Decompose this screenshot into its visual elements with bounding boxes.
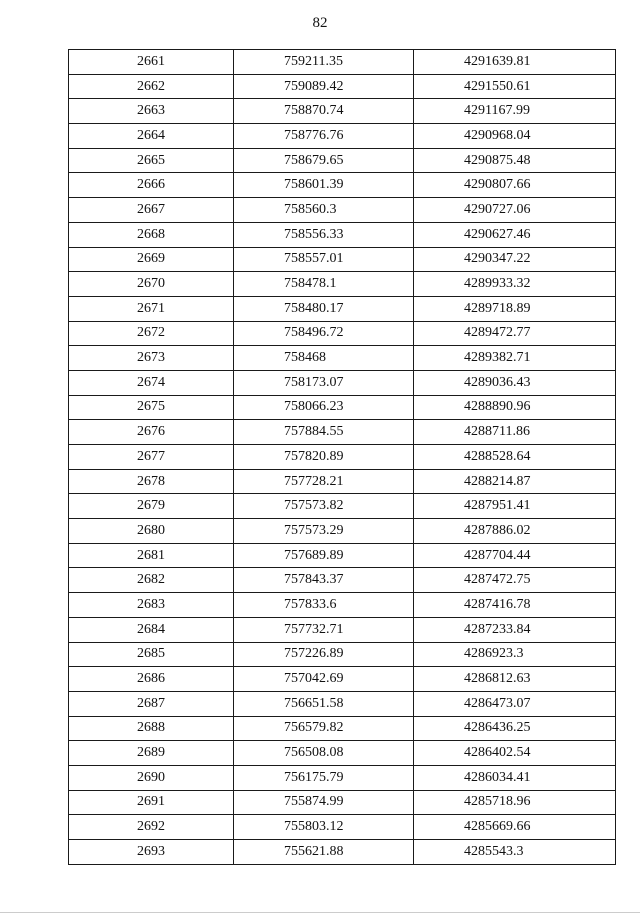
- table-row: [69, 790, 616, 815]
- y-coordinate-cell: 4288890.96: [414, 395, 616, 420]
- point-number-cell: 2666: [69, 173, 234, 198]
- point-number-cell: 2693: [69, 840, 234, 865]
- y-coordinate-cell: 4290627.46: [414, 222, 616, 247]
- x-coordinate-cell: 757820.89: [234, 445, 414, 470]
- table-row: [69, 617, 616, 642]
- x-coordinate-cell: 757884.55: [234, 420, 414, 445]
- y-coordinate-cell: 4289472.77: [414, 321, 616, 346]
- y-coordinate-cell: 4290968.04: [414, 124, 616, 149]
- y-coordinate-cell: 4291167.99: [414, 99, 616, 124]
- table-row: [69, 173, 616, 198]
- y-coordinate-cell: 4286923.3: [414, 642, 616, 667]
- x-coordinate-cell: 758066.23: [234, 395, 414, 420]
- point-number-cell: 2673: [69, 346, 234, 371]
- x-coordinate-cell: 757226.89: [234, 642, 414, 667]
- table-body: [69, 50, 616, 865]
- point-number-cell: 2661: [69, 50, 234, 75]
- y-coordinate-cell: 4286402.54: [414, 741, 616, 766]
- point-number-cell: 2663: [69, 99, 234, 124]
- table-row: [69, 765, 616, 790]
- point-number-cell: 2682: [69, 568, 234, 593]
- x-coordinate-cell: 758478.1: [234, 272, 414, 297]
- point-number-cell: 2675: [69, 395, 234, 420]
- x-coordinate-cell: 758173.07: [234, 370, 414, 395]
- y-coordinate-cell: 4287233.84: [414, 617, 616, 642]
- table-row: [69, 321, 616, 346]
- x-coordinate-cell: 756508.08: [234, 741, 414, 766]
- x-coordinate-cell: 757573.82: [234, 494, 414, 519]
- table-row: [69, 568, 616, 593]
- y-coordinate-cell: 4287951.41: [414, 494, 616, 519]
- point-number-cell: 2690: [69, 765, 234, 790]
- y-coordinate-cell: 4286436.25: [414, 716, 616, 741]
- point-number-cell: 2688: [69, 716, 234, 741]
- table-row: [69, 815, 616, 840]
- table-row: [69, 519, 616, 544]
- y-coordinate-cell: 4287704.44: [414, 543, 616, 568]
- y-coordinate-cell: 4289382.71: [414, 346, 616, 371]
- point-number-cell: 2692: [69, 815, 234, 840]
- x-coordinate-cell: 758556.33: [234, 222, 414, 247]
- point-number-cell: 2684: [69, 617, 234, 642]
- table-row: [69, 370, 616, 395]
- table-row: [69, 543, 616, 568]
- y-coordinate-cell: 4286473.07: [414, 691, 616, 716]
- y-coordinate-cell: 4286812.63: [414, 667, 616, 692]
- table-row: [69, 642, 616, 667]
- point-number-cell: 2665: [69, 148, 234, 173]
- x-coordinate-cell: 756579.82: [234, 716, 414, 741]
- page-number: 82: [312, 15, 328, 31]
- x-coordinate-cell: 755874.99: [234, 790, 414, 815]
- x-coordinate-cell: 758679.65: [234, 148, 414, 173]
- table-row: [69, 272, 616, 297]
- point-number-cell: 2689: [69, 741, 234, 766]
- x-coordinate-cell: 758557.01: [234, 247, 414, 272]
- point-number-cell: 2691: [69, 790, 234, 815]
- y-coordinate-cell: 4286034.41: [414, 765, 616, 790]
- x-coordinate-cell: 757573.29: [234, 519, 414, 544]
- table-row: [69, 198, 616, 223]
- point-number-cell: 2680: [69, 519, 234, 544]
- table-row: [69, 840, 616, 865]
- point-number-cell: 2671: [69, 296, 234, 321]
- y-coordinate-cell: 4287416.78: [414, 593, 616, 618]
- table-row: [69, 494, 616, 519]
- y-coordinate-cell: 4288711.86: [414, 420, 616, 445]
- x-coordinate-cell: 757732.71: [234, 617, 414, 642]
- x-coordinate-cell: 757042.69: [234, 667, 414, 692]
- table-row: [69, 74, 616, 99]
- point-number-cell: 2669: [69, 247, 234, 272]
- y-coordinate-cell: 4285669.66: [414, 815, 616, 840]
- table-row: [69, 691, 616, 716]
- x-coordinate-cell: 757728.21: [234, 469, 414, 494]
- point-number-cell: 2662: [69, 74, 234, 99]
- point-number-cell: 2683: [69, 593, 234, 618]
- y-coordinate-cell: 4289036.43: [414, 370, 616, 395]
- point-number-cell: 2677: [69, 445, 234, 470]
- x-coordinate-cell: 755621.88: [234, 840, 414, 865]
- x-coordinate-cell: 757689.89: [234, 543, 414, 568]
- table-row: [69, 50, 616, 75]
- table-row: [69, 593, 616, 618]
- point-number-cell: 2667: [69, 198, 234, 223]
- point-number-cell: 2678: [69, 469, 234, 494]
- table-row: [69, 469, 616, 494]
- table-row: [69, 99, 616, 124]
- x-coordinate-cell: 758776.76: [234, 124, 414, 149]
- y-coordinate-cell: 4287886.02: [414, 519, 616, 544]
- table-row: [69, 445, 616, 470]
- x-coordinate-cell: 758601.39: [234, 173, 414, 198]
- point-number-cell: 2686: [69, 667, 234, 692]
- y-coordinate-cell: 4288214.87: [414, 469, 616, 494]
- table-row: [69, 346, 616, 371]
- table-row: [69, 222, 616, 247]
- x-coordinate-cell: 757843.37: [234, 568, 414, 593]
- y-coordinate-cell: 4290727.06: [414, 198, 616, 223]
- y-coordinate-cell: 4289718.89: [414, 296, 616, 321]
- x-coordinate-cell: 756651.58: [234, 691, 414, 716]
- y-coordinate-cell: 4285543.3: [414, 840, 616, 865]
- point-number-cell: 2681: [69, 543, 234, 568]
- point-number-cell: 2664: [69, 124, 234, 149]
- x-coordinate-cell: 756175.79: [234, 765, 414, 790]
- point-number-cell: 2668: [69, 222, 234, 247]
- x-coordinate-cell: 758468: [234, 346, 414, 371]
- point-number-cell: 2670: [69, 272, 234, 297]
- point-number-cell: 2672: [69, 321, 234, 346]
- point-number-cell: 2687: [69, 691, 234, 716]
- y-coordinate-cell: 4287472.75: [414, 568, 616, 593]
- point-number-cell: 2685: [69, 642, 234, 667]
- table-row: [69, 395, 616, 420]
- x-coordinate-cell: 758480.17: [234, 296, 414, 321]
- y-coordinate-cell: 4290347.22: [414, 247, 616, 272]
- point-number-cell: 2674: [69, 370, 234, 395]
- x-coordinate-cell: 755803.12: [234, 815, 414, 840]
- x-coordinate-cell: 759211.35: [234, 50, 414, 75]
- y-coordinate-cell: 4289933.32: [414, 272, 616, 297]
- y-coordinate-cell: 4290875.48: [414, 148, 616, 173]
- x-coordinate-cell: 759089.42: [234, 74, 414, 99]
- y-coordinate-cell: 4291550.61: [414, 74, 616, 99]
- point-number-cell: 2679: [69, 494, 234, 519]
- table-row: [69, 148, 616, 173]
- table-row: [69, 667, 616, 692]
- x-coordinate-cell: 758496.72: [234, 321, 414, 346]
- bottom-divider: [0, 912, 640, 913]
- table-row: [69, 247, 616, 272]
- table-row: [69, 296, 616, 321]
- table-row: [69, 124, 616, 149]
- y-coordinate-cell: 4291639.81: [414, 50, 616, 75]
- x-coordinate-cell: 758870.74: [234, 99, 414, 124]
- point-number-cell: 2676: [69, 420, 234, 445]
- x-coordinate-cell: 758560.3: [234, 198, 414, 223]
- y-coordinate-cell: 4288528.64: [414, 445, 616, 470]
- y-coordinate-cell: 4290807.66: [414, 173, 616, 198]
- table-row: [69, 741, 616, 766]
- coordinates-table: [68, 49, 616, 865]
- table-row: [69, 716, 616, 741]
- table-row: [69, 420, 616, 445]
- y-coordinate-cell: 4285718.96: [414, 790, 616, 815]
- x-coordinate-cell: 757833.6: [234, 593, 414, 618]
